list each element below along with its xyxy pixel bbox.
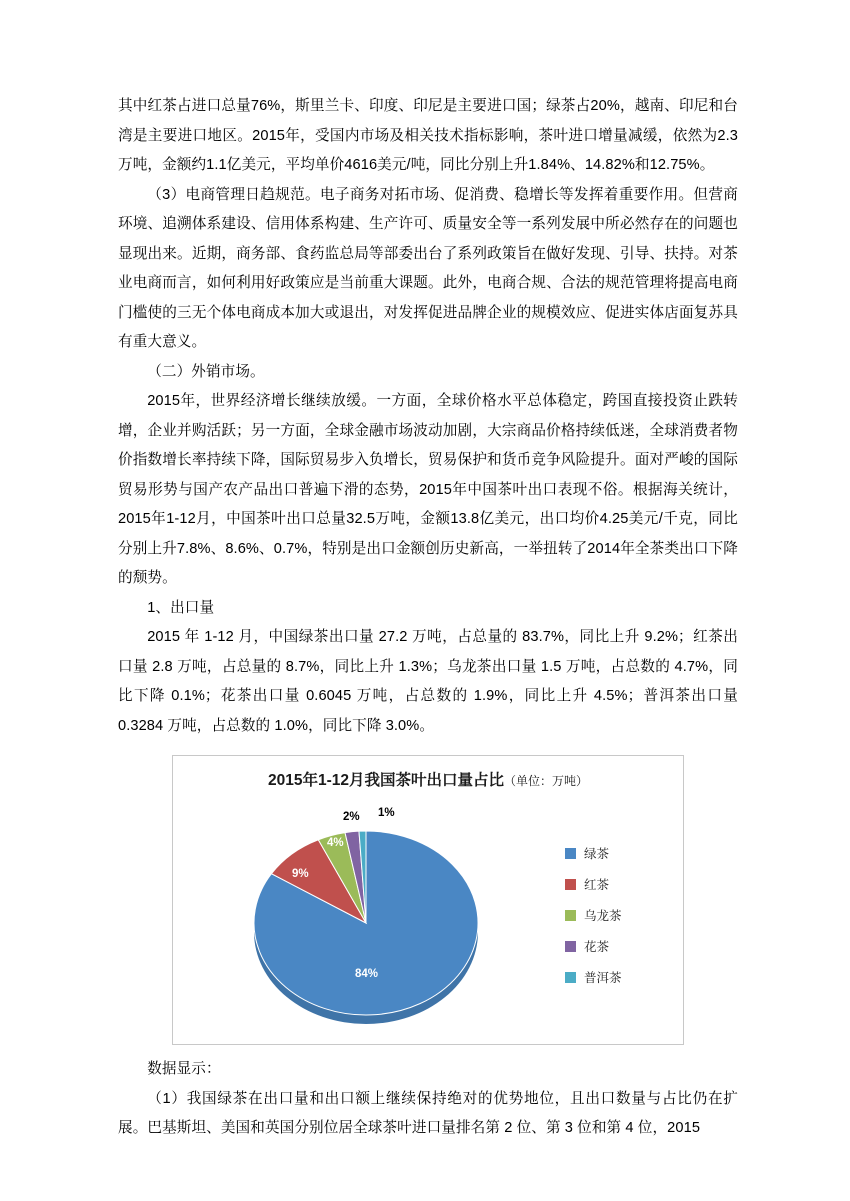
document-body [118,92,738,1144]
legend-item [565,844,661,862]
legend-label: 绿茶 [584,847,610,861]
pie-chart [172,755,684,1045]
chart-title [173,768,683,790]
legend-swatch-icon [565,879,576,890]
chart-title-unit: （单位：万吨） [504,774,589,788]
chart-title-text: 2015年1-12月我国茶叶出口量占比 [267,772,504,789]
paragraph-3: （二）外销市场。 [147,363,265,380]
chart-plot-area [173,790,553,1040]
pie-svg [251,808,481,1038]
legend-item [565,906,661,924]
chart-legend [565,844,661,999]
legend-swatch-icon [565,848,576,859]
paragraph-4: 2015年，世界经济增长继续放缓。一方面，全球价格水平总体稳定，跨国直接投资止跌转增，企业并购活跃；另一方面，全球金融市场波动加剧，大宗商品价格持续低迷，全球消费者物价指数增长率持续下降，国际贸易步入负增长，贸易保护和货币竞争风险提升。面对严峻的国际贸易形势与国产农产品出口普遍下滑的态势，2015年中国茶叶出口表现不俗。根据海关统计，2015年1-12月，中国茶叶出口总量32.5万吨，金额13.8亿美元，出口均价4.25美元/千克，同比分别上升7.8%、8.6%、0.7%，特别是出口金额创历史新高，一举扭转了2014年全茶类出口下降的颓势。 [118,393,738,586]
slice-label-black-tea: 9% [292,868,309,880]
paragraph-7: 数据显示： [147,1061,221,1077]
slice-label-green-tea: 84% [355,968,379,980]
pie-slices [254,831,478,1015]
legend-swatch-icon [565,910,576,921]
pie-graphic [251,808,481,1038]
legend-swatch-icon [565,972,576,983]
legend-item [565,968,661,986]
slice-label-oolong-tea: 4% [327,837,344,849]
paragraph-8: （1）我国绿茶在出口量和出口额上继续保持绝对的优势地位，且出口数量与占比仍在扩展。巴基斯坦、美国和英国分别位居全球茶叶进口量排名第 2 位、第 3 位和第 4 位，2015 [118,1090,738,1136]
slice-label-puer-tea: 1% [378,807,395,819]
chart-container [118,755,738,1045]
legend-label: 红茶 [584,878,610,892]
paragraph-5: 1、出口量 [147,599,215,616]
paragraph-6: 2015 年 1-12 月，中国绿茶出口量 27.2 万吨，占总量的 83.7%，同比上升 9.2%；红茶出口量 2.8 万吨，占总量的 8.7%，同比上升 1.3%；乌龙茶出口量 1.5 万吨，占总数的 4.7%，同比下降 0.1%；花茶出口量 0.6045 万吨，占总数的 1.9%，同比上升 4.5%；普洱茶出口量 0.3284 万吨，占总数的 1.0%，同比下降 3.0%。 [118,629,738,734]
legend-item [565,875,661,893]
paragraph-2: （3）电商管理日趋规范。电子商务对拓市场、促消费、稳增长等发挥着重要作用。但营商环境、追溯体系建设、信用体系构建、生产许可、质量安全等一系列发展中所必然存在的问题也显现出来。近期，商务部、食药监总局等部委出台了系列政策旨在做好发现、引导、扶持。对茶业电商而言，如何利用好政策应是当前重大课题。此外，电商合规、合法的规范管理将提高电商门槛使的三无个体电商成本加大或退出，对发挥促进品牌企业的规模效应、促进实体店面复苏具有重大意义。 [118,186,738,350]
legend-label: 普洱茶 [584,971,622,985]
legend-swatch-icon [565,941,576,952]
legend-label: 花茶 [584,940,610,954]
legend-label: 乌龙茶 [584,909,622,923]
paragraph-1: 其中红茶占进口总量76%，斯里兰卡、印度、印尼是主要进口国；绿茶占20%，越南、印尼和台湾是主要进口地区。2015年，受国内市场及相关技术指标影响，茶叶进口增量减缓，依然为2.3万吨，金额约1.1亿美元，平均单价4616美元/吨，同比分别上升1.84%、14.82%和12.75%。 [118,98,738,173]
legend-item [565,937,661,955]
slice-label-jasmine-tea: 2% [343,811,360,823]
